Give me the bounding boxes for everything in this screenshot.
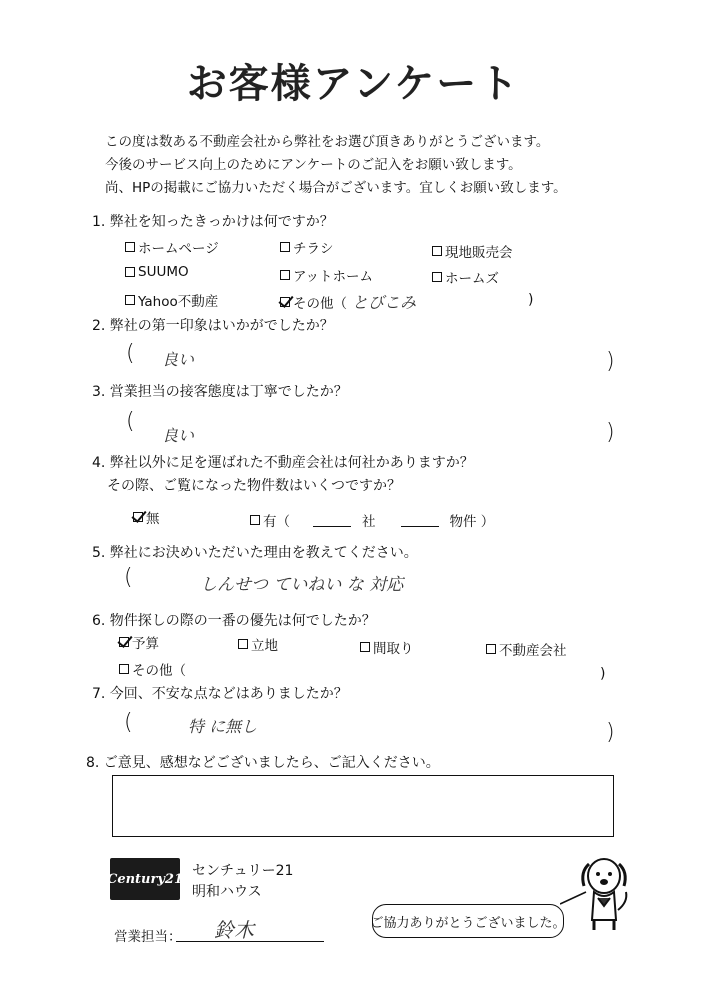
q8-question: 8. ご意見、感想などございましたら、ご記入ください。 [86,755,440,771]
q6-option-location[interactable]: 立地 [238,634,278,654]
intro-line-3: 尚、HPの掲載にご協力いただく場合がございます。宜しくお願い致します。 [105,180,567,196]
q6-option-realestate-company[interactable]: 不動産会社 [486,639,567,659]
close-paren: ) [606,720,615,745]
q1-question: 1. 弊社を知ったきっかけは何ですか？ [92,214,334,230]
checkbox[interactable] [250,515,260,525]
q4-question-line1: 4. 弊社以外に足を運ばれた不動産会社は何社かありますか？ [92,455,474,471]
q1-option-homes[interactable]: ホームズ [432,267,499,287]
thanks-text: ご協力ありがとうございました。 [370,915,566,931]
company-count-blank[interactable] [313,514,351,527]
checkbox[interactable] [280,242,290,252]
survey-title: お客様アンケート [186,61,521,107]
q1-other-answer: とびこみ [352,293,417,312]
q5-question: 5. 弊社にお決めいただいた理由を教えてください。 [92,545,418,561]
intro-line-1: この度は数ある不動産会社から弊社をお選び頂きありがとうございます。 [105,134,550,150]
q1-option-athome[interactable]: アットホーム [280,265,373,285]
company-name-line2: 明和ハウス [192,884,262,900]
checkbox[interactable] [119,664,129,674]
intro-line-2: 今後のサービス向上のためにアンケートのご記入をお願い致します。 [105,157,522,173]
checkbox-checked[interactable] [280,297,290,307]
q5-answer: しんせつ ていねい な 対応 [200,575,404,595]
q6-question: 6. 物件探しの際の一番の優先は何でしたか？ [92,613,376,629]
staff-name: 鈴木 [214,918,254,942]
open-paren: ( [126,341,135,366]
q3-answer: 良い [162,426,195,445]
checkbox[interactable] [280,270,290,280]
q1-option-other[interactable]: その他（ とびこみ [280,290,416,313]
q4-option-none[interactable]: 無 [133,507,160,527]
checkbox-checked[interactable] [133,512,143,522]
open-paren: ( [126,409,135,434]
q6-option-other[interactable]: その他（ [119,659,186,679]
checkbox[interactable] [238,639,248,649]
q1-option-homepage[interactable]: ホームページ [125,237,219,257]
checkbox[interactable] [360,642,370,652]
q7-question: 7. 今回、不安な点などはありましたか？ [92,686,348,702]
q1-option-suumo[interactable]: SUUMO [125,264,189,280]
checkbox-checked[interactable] [119,637,129,647]
q2-question: 2. 弊社の第一印象はいかがでしたか？ [92,318,334,334]
thanks-speech-bubble [372,904,564,938]
checkbox[interactable] [486,644,496,654]
open-paren: ( [124,710,133,735]
q1-option-flyer[interactable]: チラシ [280,237,334,257]
q7-answer: 特 に無し [188,717,258,736]
staff-label: 営業担当： [114,929,182,945]
checkbox[interactable] [125,267,135,277]
q6-option-budget[interactable]: 予算 [119,632,159,652]
q1-option-yahoo[interactable]: Yahoo不動産 [125,290,218,310]
checkbox[interactable] [432,246,442,256]
q4-question-line2: その際、ご覧になった物件数はいくつですか？ [107,478,401,494]
comment-box[interactable] [112,775,614,837]
company-name-line1: センチュリー21 [192,863,294,879]
staff-underline [176,941,324,942]
checkbox[interactable] [125,242,135,252]
q6-option-floorplan[interactable]: 間取り [360,637,414,657]
close-paren: ) [606,349,615,374]
q4-option-yes[interactable]: 有（ 社 物件 ） [250,510,494,530]
q3-question: 3. 営業担当の接客態度は丁寧でしたか？ [92,384,348,400]
dog-mascot-icon [574,852,634,934]
close-paren: ) [600,666,606,682]
open-paren: ( [124,565,133,590]
q1-option-onsite-sale[interactable]: 現地販売会 [432,241,513,261]
property-count-blank[interactable] [401,514,439,527]
close-paren: ) [606,420,615,445]
close-paren: ) [528,292,534,308]
checkbox[interactable] [125,295,135,305]
q2-answer: 良い [162,350,195,369]
century21-logo: Century21 [110,858,180,900]
checkbox[interactable] [432,272,442,282]
